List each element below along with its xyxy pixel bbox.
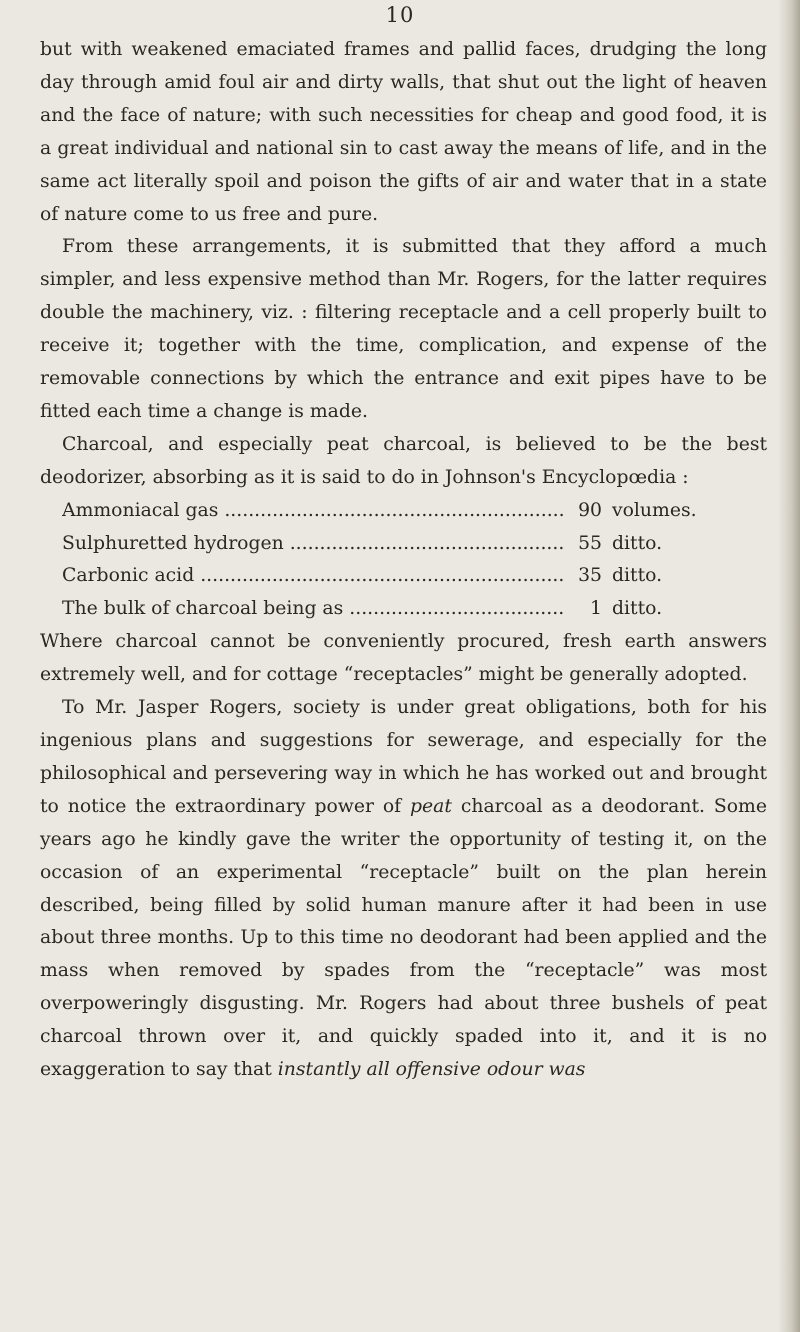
paragraph-5-text: To Mr. Jasper Rogers, society is under great obligations, both for his ingenious plans and suggestions for sewerage, and especially for the philosophical and persevering way in which he has worked out and brought to notice the extraordinary power of: [40, 697, 767, 817]
substance-label: Ammoniacal gas .....: [62, 495, 564, 528]
absorption-table: [40, 495, 767, 627]
unit-label: ditto.: [612, 565, 663, 587]
amount-value: 35: [578, 565, 602, 587]
table-row: [40, 593, 698, 626]
paragraph-5-final-italic: instantly all offensive odour was: [277, 1059, 586, 1081]
table-row: [40, 528, 698, 561]
paragraph-4: Where charcoal cannot be conveniently procured, fresh earth answers extremely well, and for cottage “receptacles” might be generally adopted.: [40, 631, 767, 686]
table-row: [40, 560, 698, 593]
amount-value: 1: [590, 598, 602, 620]
page-edge-shadow: [778, 0, 800, 1332]
paragraph-5-italic: peat: [410, 795, 452, 817]
substance-label: Sulphuretted hydrogen .....: [62, 528, 564, 561]
unit-label: ditto.: [612, 532, 663, 554]
unit-label: ditto.: [612, 598, 663, 620]
unit-label: volumes.: [612, 499, 697, 521]
paragraph-1: but with weakened emaciated frames and pallid faces, drudging the long day through amid foul air and dirty walls, that shut out the light of heaven and the face of nature; with such necessities for cheap and good food, it is a great individual and national sin to cast away the means of life, and in the same act literally spoil and poison the gifts of air and water that in a state of nature come to us free and pure.: [40, 39, 767, 225]
substance-label: The bulk of charcoal being as .....: [62, 593, 564, 626]
page-number: 10: [385, 3, 415, 27]
amount-value: 55: [578, 532, 602, 554]
paragraph-3: Charcoal, and especially peat charcoal, is believed to be the best deodorizer, absorbing as it is said to do in Johnson's Encyclopœdia :: [40, 433, 767, 488]
paragraph-2: From these arrangements, it is submitted that they afford a much simpler, and less expensive method than Mr. Rogers, for the latter requires double the machinery, viz. : filtering receptacle and a cell properly built to receive it; together with the time, complication, and expense of the removable connections by which the entrance and exit pipes have to be fitted each time a change is made.: [40, 236, 767, 422]
paragraph-5: [40, 692, 767, 1087]
substance-label: Carbonic acid .....: [62, 560, 564, 593]
body-text: [40, 34, 767, 1087]
paragraph-5-rest: charcoal as a deodorant. Some years ago he kindly gave the writer the opportunity of testing it, on the occasion of an experimental “receptacle” built on the plan herein described, being filled by solid human manure after it had been in use about three months. Up to this time no deodorant had been applied and the mass when removed by spades from the “receptacle” was most overpoweringly disgusting. Mr. Rogers had about three bushels of peat charcoal thrown over it, and quickly spaded into it, and it is no exaggeration to say that: [40, 795, 767, 1081]
amount-value: 90: [578, 499, 602, 521]
table-row: [40, 495, 698, 528]
